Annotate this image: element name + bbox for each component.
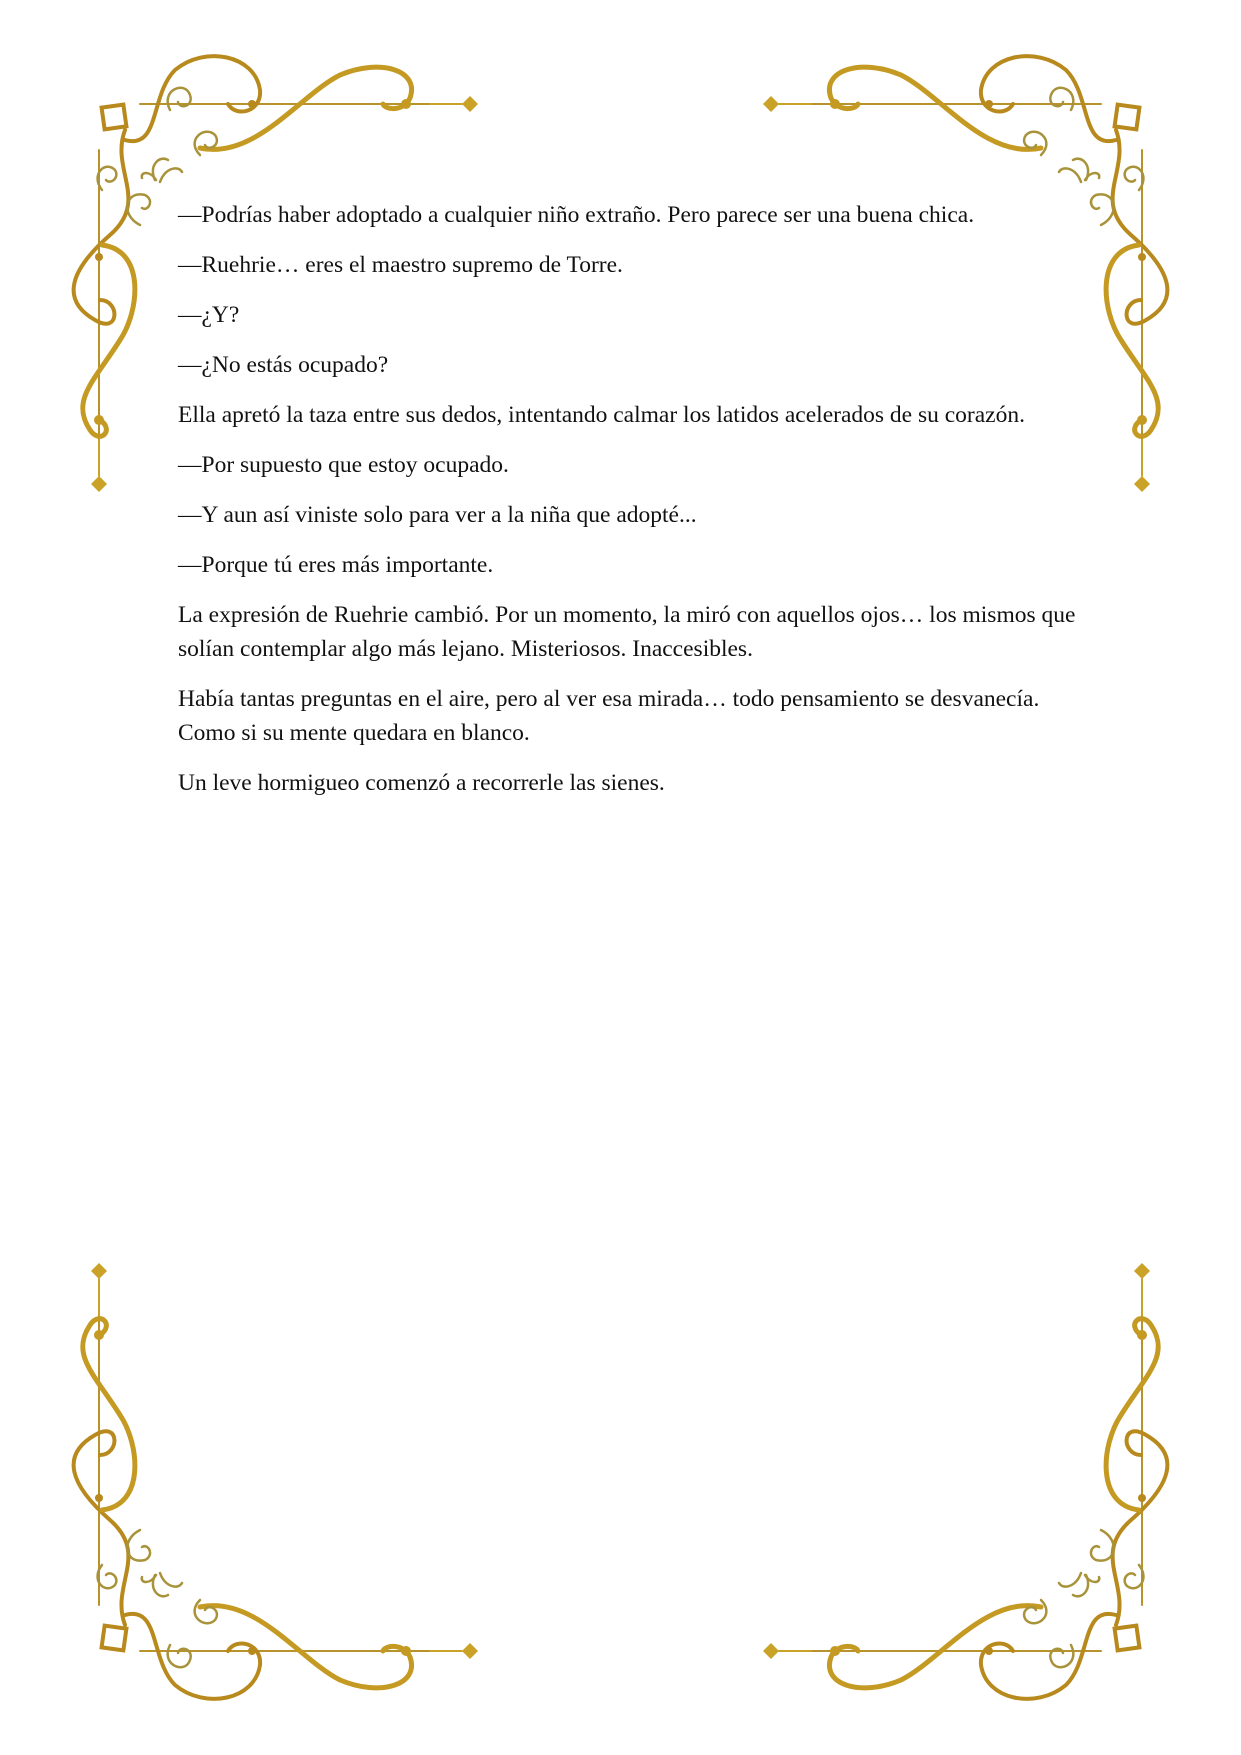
document-body [178, 198, 1078, 816]
paragraph: Había tantas preguntas en el aire, pero al ver esa mirada… todo pensamiento se desvanecía. Como si su mente quedara en blanco. [178, 686, 1040, 746]
paragraph: Un leve hormigueo comenzó a recorrerle las sienes. [178, 770, 665, 796]
paragraph: —Por supuesto que estoy ocupado. [178, 452, 509, 478]
paragraph: —Ruehrie… eres el maestro supremo de Torre. [178, 252, 623, 278]
corner-ornament-bottom-left [74, 1263, 478, 1699]
corner-ornament-bottom-right [763, 1263, 1167, 1699]
paragraph: —Podrías haber adoptado a cualquier niño extraño. Pero parece ser una buena chica. [178, 202, 975, 228]
paragraph: —¿Y? [178, 302, 240, 328]
paragraph: —¿No estás ocupado? [178, 352, 389, 378]
paragraph: —Y aun así viniste solo para ver a la niña que adopté... [178, 502, 697, 528]
paragraph: La expresión de Ruehrie cambió. Por un momento, la miró con aquellos ojos… los mismos que solían contemplar algo más lejano. Misteriosos. Inaccesibles. [178, 602, 1076, 662]
paragraph: —Porque tú eres más importante. [178, 552, 494, 578]
paragraph: Ella apretó la taza entre sus dedos, intentando calmar los latidos acelerados de su corazón. [178, 402, 1025, 428]
